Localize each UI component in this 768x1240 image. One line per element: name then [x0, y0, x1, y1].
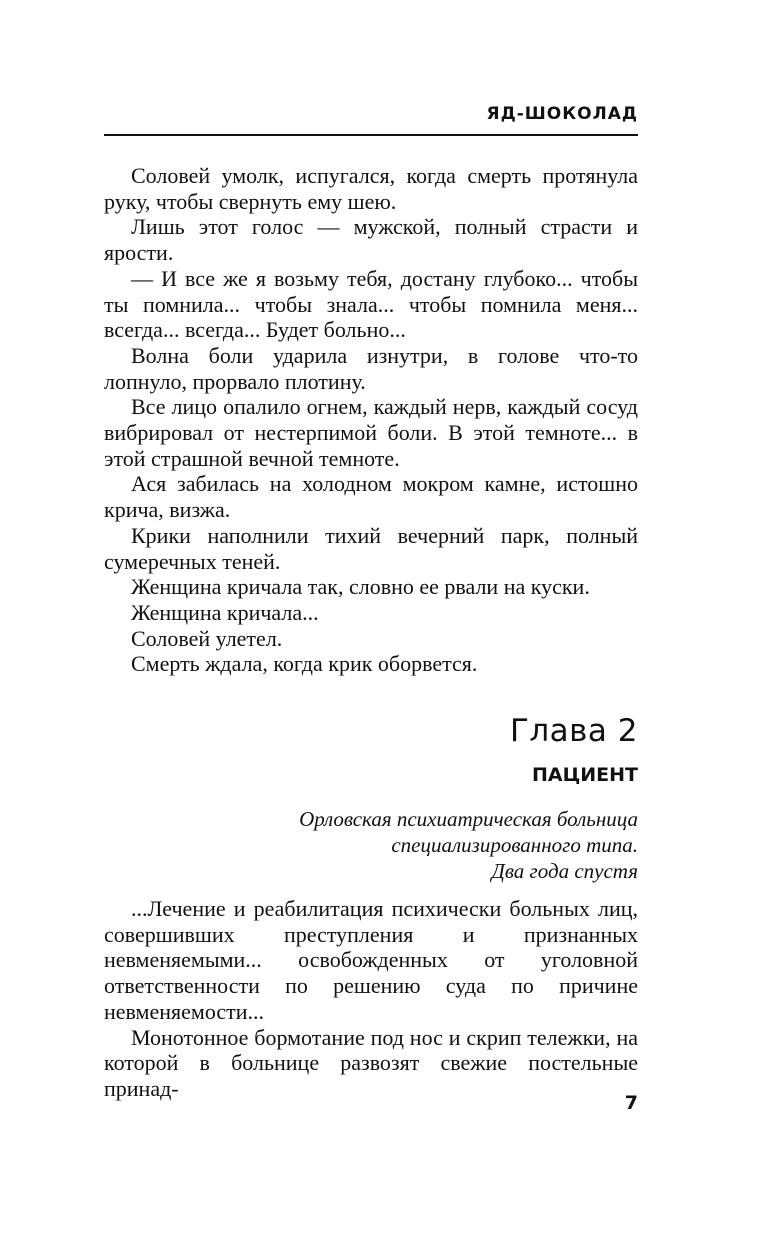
paragraph: ...Лечение и реабилитация психически больных лиц, совершивших преступления и признанных невменяемыми... освобожденных от уголовной ответственности по решению суда по причине невменяемости...: [104, 896, 638, 1024]
chapter-title: Глава 2: [509, 713, 638, 749]
epigraph: [178, 806, 638, 884]
paragraph: Монотонное бормотание под нос и скрип тележки, на которой в больнице развозят свежие постельные принад-: [104, 1024, 638, 1101]
paragraph: Соловей улетел.: [131, 625, 283, 651]
chapter-subtitle: ПАЦИЕНТ: [532, 764, 638, 786]
paragraph: Лишь этот голос — мужской, полный страсти и ярости.: [104, 214, 638, 266]
epigraph-line: Орловская психиатрическая больница: [299, 807, 638, 831]
epigraph-line: Два года спустя: [491, 859, 638, 883]
paragraph: Волна боли ударила изнутри, в голове что-то лопнуло, прорвало плотину.: [104, 342, 638, 394]
paragraph: Соловей умолк, испугался, когда смерть протянула руку, чтобы свернуть ему шею.: [104, 163, 638, 214]
paragraph: Женщина кричала так, словно ее рвали на куски.: [131, 574, 590, 600]
epigraph-line: специализированного типа.: [391, 833, 638, 857]
paragraph: Крики наполнили тихий вечерний парк, полный сумеречных теней.: [104, 522, 638, 574]
paragraph: — И все же я возьму тебя, достану глубоко... чтобы ты помнила... чтобы знала... чтобы помнила меня... всегда... всегда... Будет больно...: [104, 265, 638, 343]
page-number: 7: [624, 1092, 638, 1114]
top-text-block: [104, 163, 638, 677]
bottom-text-block: [104, 896, 638, 1102]
paragraph: Смерть ждала, когда крик оборвется.: [131, 651, 478, 677]
running-head: ЯД-ШОКОЛАД: [486, 104, 638, 124]
paragraph: Все лицо опалило огнем, каждый нерв, каждый сосуд вибрировал от нестерпимой боли. В этой темноте... в этой страшной вечной темноте.: [104, 394, 638, 471]
paragraph: Женщина кричала...: [131, 599, 319, 625]
header-rule: [104, 134, 638, 136]
paragraph: Ася забилась на холодном мокром камне, истошно крича, визжа.: [104, 471, 638, 523]
